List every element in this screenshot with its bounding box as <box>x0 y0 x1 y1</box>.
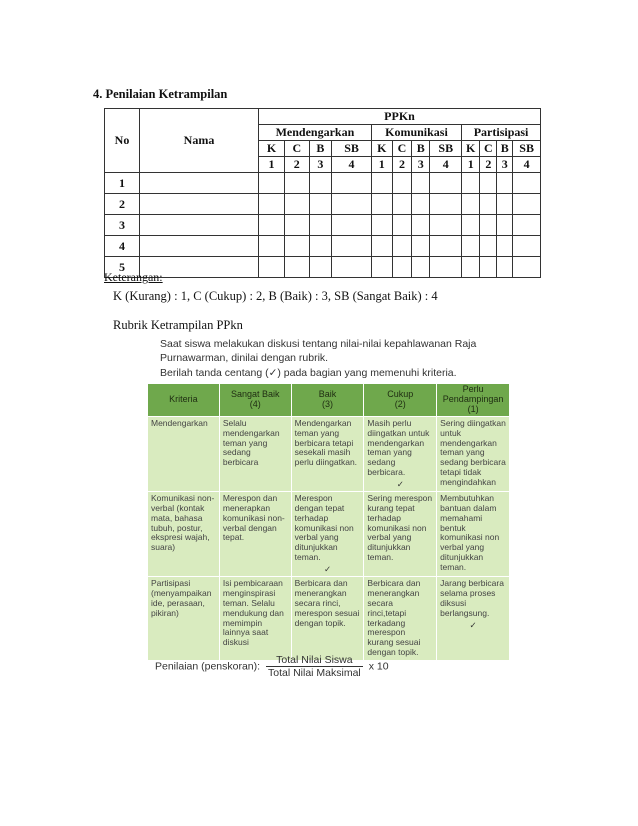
group-header: Komunikasi <box>371 125 461 141</box>
subscore-header: 4 <box>513 157 541 173</box>
col-no-header: No <box>105 109 140 173</box>
rubric-cell-text: Merespon dan menerapkan komunikasi non-verbal dengan tepat. <box>222 493 285 543</box>
score-cell[interactable] <box>412 173 430 194</box>
rubric-cell[interactable] <box>364 417 437 492</box>
formula-fraction <box>266 654 363 679</box>
section-heading: 4. Penilaian Ketrampilan <box>93 87 228 101</box>
rubric-criteria: Mendengarkan <box>148 417 220 492</box>
rubric-cell-text: Berbicara dan menerangkan secara rinci, merespon sesuai dengan topik. <box>294 578 360 628</box>
name-cell[interactable] <box>140 236 259 257</box>
formula-denominator: Total Nilai Maksimal <box>267 667 361 679</box>
subcol-header: C <box>285 141 309 157</box>
score-table <box>104 108 541 278</box>
subcol-header: C <box>392 141 412 157</box>
name-cell[interactable] <box>140 215 259 236</box>
score-cell[interactable] <box>430 236 462 257</box>
rubric-cell[interactable] <box>219 577 291 660</box>
note-label: Keterangan: <box>104 270 163 284</box>
score-cell[interactable] <box>412 257 430 278</box>
score-cell[interactable] <box>285 257 309 278</box>
subcol-header: K <box>462 141 480 157</box>
score-cell[interactable] <box>259 215 285 236</box>
rubric-cell-text: Masih perlu diingatkan untuk mendengarkan teman yang sedang berbicara. <box>367 418 430 477</box>
rubric-cell-text: Membutuhkan bantuan dalam memahami bentuk komunikasi non verbal yang ditunjukkan teman. <box>440 493 500 572</box>
rubric-criteria: Partisipasi (menyampaikan ide, perasaan, pikiran) <box>148 577 220 660</box>
subscore-header: 3 <box>497 157 513 173</box>
rubric-cell-text: Isi pembicaraan menginspirasi teman. Selalu mendukung dan memimpin lainnya saat diskusi <box>222 578 284 648</box>
score-cell[interactable] <box>497 236 513 257</box>
rubric-cell[interactable] <box>437 417 510 492</box>
row-number: 2 <box>105 194 140 215</box>
subscore-header: 4 <box>332 157 372 173</box>
table-row <box>105 173 541 194</box>
subcol-header: B <box>412 141 430 157</box>
rubric-cell[interactable] <box>437 492 510 577</box>
score-cell[interactable] <box>332 215 372 236</box>
col-nama-header: Nama <box>140 109 259 173</box>
score-cell[interactable] <box>480 236 497 257</box>
group-header: Partisipasi <box>462 125 541 141</box>
subscore-header: 2 <box>480 157 497 173</box>
rubric-table <box>147 383 510 661</box>
score-cell[interactable] <box>371 194 392 215</box>
check-mark-icon: ✓ <box>396 478 404 489</box>
score-cell[interactable] <box>462 215 480 236</box>
rubric-cell[interactable] <box>291 417 364 492</box>
score-cell[interactable] <box>259 236 285 257</box>
rubric-header: Sangat Baik (4) <box>219 384 291 417</box>
rubric-cell[interactable] <box>219 417 291 492</box>
check-mark-icon: ✓ <box>323 563 332 574</box>
subcol-header: SB <box>513 141 541 157</box>
rubric-header: Baik (3) <box>291 384 364 417</box>
subcol-header: K <box>371 141 392 157</box>
score-cell[interactable] <box>309 173 332 194</box>
formula-label: Penilaian (penskoran): <box>155 660 261 673</box>
score-cell[interactable] <box>371 215 392 236</box>
score-cell[interactable] <box>513 257 541 278</box>
name-cell[interactable] <box>140 194 259 215</box>
rubric-row <box>148 492 510 577</box>
score-cell[interactable] <box>285 194 309 215</box>
score-cell[interactable] <box>513 215 541 236</box>
rubric-cell-text: Mendengarkan teman yang berbicara tetapi sesekali masih perlu diingatkan. <box>294 418 358 468</box>
score-cell[interactable] <box>309 236 332 257</box>
rubric-cell[interactable] <box>364 577 437 660</box>
score-cell[interactable] <box>309 257 332 278</box>
rubric-cell-text: Berbicara dan menerangkan secara rinci,tetapi terkadang merespon kurang sesuai dengan topik. <box>367 578 421 657</box>
rubric-row <box>148 577 510 660</box>
score-cell[interactable] <box>332 173 372 194</box>
score-cell[interactable] <box>392 215 412 236</box>
score-cell[interactable] <box>430 215 462 236</box>
score-cell[interactable] <box>392 194 412 215</box>
rubric-cell[interactable] <box>364 492 437 577</box>
score-cell[interactable] <box>259 257 285 278</box>
score-cell[interactable] <box>430 173 462 194</box>
subscore-header: 3 <box>309 157 332 173</box>
score-cell[interactable] <box>285 173 309 194</box>
score-cell[interactable] <box>480 194 497 215</box>
rubric-cell[interactable] <box>291 492 364 577</box>
scoring-formula <box>155 654 389 679</box>
instruction-line-2: Purnawarman, dinilai dengan rubrik. <box>160 352 329 364</box>
rubric-cell-text: Selalu mendengarkan teman yang sedang berbicara <box>222 418 280 468</box>
score-cell[interactable] <box>480 173 497 194</box>
rubric-header: Cukup (2) <box>364 384 437 417</box>
score-cell[interactable] <box>371 236 392 257</box>
score-cell[interactable] <box>392 257 412 278</box>
subcol-header: C <box>480 141 497 157</box>
score-cell[interactable] <box>513 173 541 194</box>
score-cell[interactable] <box>412 194 430 215</box>
check-mark-icon: ✓ <box>469 619 477 630</box>
score-cell[interactable] <box>392 236 412 257</box>
formula-numerator: Total Nilai Siswa <box>266 654 363 667</box>
score-cell[interactable] <box>285 236 309 257</box>
score-cell[interactable] <box>332 257 372 278</box>
instruction-line-1: Saat siswa melakukan diskusi tentang nilai-nilai kepahlawanan Raja <box>160 338 477 350</box>
score-cell[interactable] <box>309 215 332 236</box>
score-cell[interactable] <box>497 194 513 215</box>
score-cell[interactable] <box>371 257 392 278</box>
subscore-header: 1 <box>371 157 392 173</box>
rubric-cell-text: Jarang berbicara selama proses diksusi berlangsung. <box>440 578 504 618</box>
instruction-line-3: Berilah tanda centang (✓) pada bagian yang memenuhi kriteria. <box>160 367 457 379</box>
score-cell[interactable] <box>480 257 497 278</box>
score-cell[interactable] <box>513 194 541 215</box>
subscore-header: 1 <box>259 157 285 173</box>
subscore-header: 1 <box>462 157 480 173</box>
row-number: 4 <box>105 236 140 257</box>
score-cell[interactable] <box>332 236 372 257</box>
score-cell[interactable] <box>462 257 480 278</box>
score-cell[interactable] <box>332 194 372 215</box>
group-header: Mendengarkan <box>259 125 372 141</box>
score-cell[interactable] <box>497 215 513 236</box>
row-number: 1 <box>105 173 140 194</box>
subcol-header: SB <box>332 141 372 157</box>
subcol-header: SB <box>430 141 462 157</box>
score-cell[interactable] <box>259 173 285 194</box>
score-cell[interactable] <box>462 173 480 194</box>
subscore-header: 3 <box>412 157 430 173</box>
subcol-header: K <box>259 141 285 157</box>
score-cell[interactable] <box>462 236 480 257</box>
rubric-header: Perlu Pendampingan (1) <box>437 384 510 417</box>
score-cell[interactable] <box>259 194 285 215</box>
subcol-header: B <box>497 141 513 157</box>
rubric-header: Kriteria <box>148 384 220 417</box>
row-number: 5 <box>105 257 140 278</box>
score-cell[interactable] <box>392 173 412 194</box>
rubric-cell[interactable] <box>291 577 364 660</box>
subscore-header: 4 <box>430 157 462 173</box>
table-row <box>105 236 541 257</box>
row-number: 3 <box>105 215 140 236</box>
rubric-criteria: Komunikasi non-verbal (kontak mata, bahasa tubuh, postur, ekspresi wajah, suara) <box>148 492 220 577</box>
formula-multiplier: x 10 <box>368 660 389 673</box>
rubric-cell[interactable] <box>437 577 510 660</box>
score-cell[interactable] <box>497 173 513 194</box>
table-row <box>105 257 541 278</box>
rubric-cell[interactable] <box>219 492 291 577</box>
score-cell[interactable] <box>285 215 309 236</box>
score-cell[interactable] <box>430 194 462 215</box>
rubric-cell-text: Sering diingatkan untuk mendengarkan teman yang sedang berbicara tetapi tidak mengindahkan <box>440 418 506 487</box>
score-cell[interactable] <box>371 173 392 194</box>
score-cell[interactable] <box>462 194 480 215</box>
rubric-title: Rubrik Ketrampilan PPkn <box>113 318 243 332</box>
table-row <box>105 194 541 215</box>
subcol-header: B <box>309 141 332 157</box>
rubric-cell-text: Sering merespon kurang tepat terhadap komunikasi non verbal yang ditunjukkan teman. <box>367 493 433 562</box>
score-cell[interactable] <box>430 257 462 278</box>
score-cell[interactable] <box>412 236 430 257</box>
subscore-header: 2 <box>285 157 309 173</box>
table-row <box>105 215 541 236</box>
score-cell[interactable] <box>309 194 332 215</box>
name-cell[interactable] <box>140 173 259 194</box>
rubric-cell-text: Merespon dengan tepat terhadap komunikasi non verbal yang ditunjukkan teman. <box>294 493 354 562</box>
score-cell[interactable] <box>412 215 430 236</box>
subscore-header: 2 <box>392 157 412 173</box>
score-cell[interactable] <box>513 236 541 257</box>
score-cell[interactable] <box>497 257 513 278</box>
group-title-header: PPKn <box>259 109 541 125</box>
score-cell[interactable] <box>480 215 497 236</box>
rubric-row <box>148 417 510 492</box>
note-text: K (Kurang) : 1, C (Cukup) : 2, B (Baik) : 3, SB (Sangat Baik) : 4 <box>113 289 438 303</box>
